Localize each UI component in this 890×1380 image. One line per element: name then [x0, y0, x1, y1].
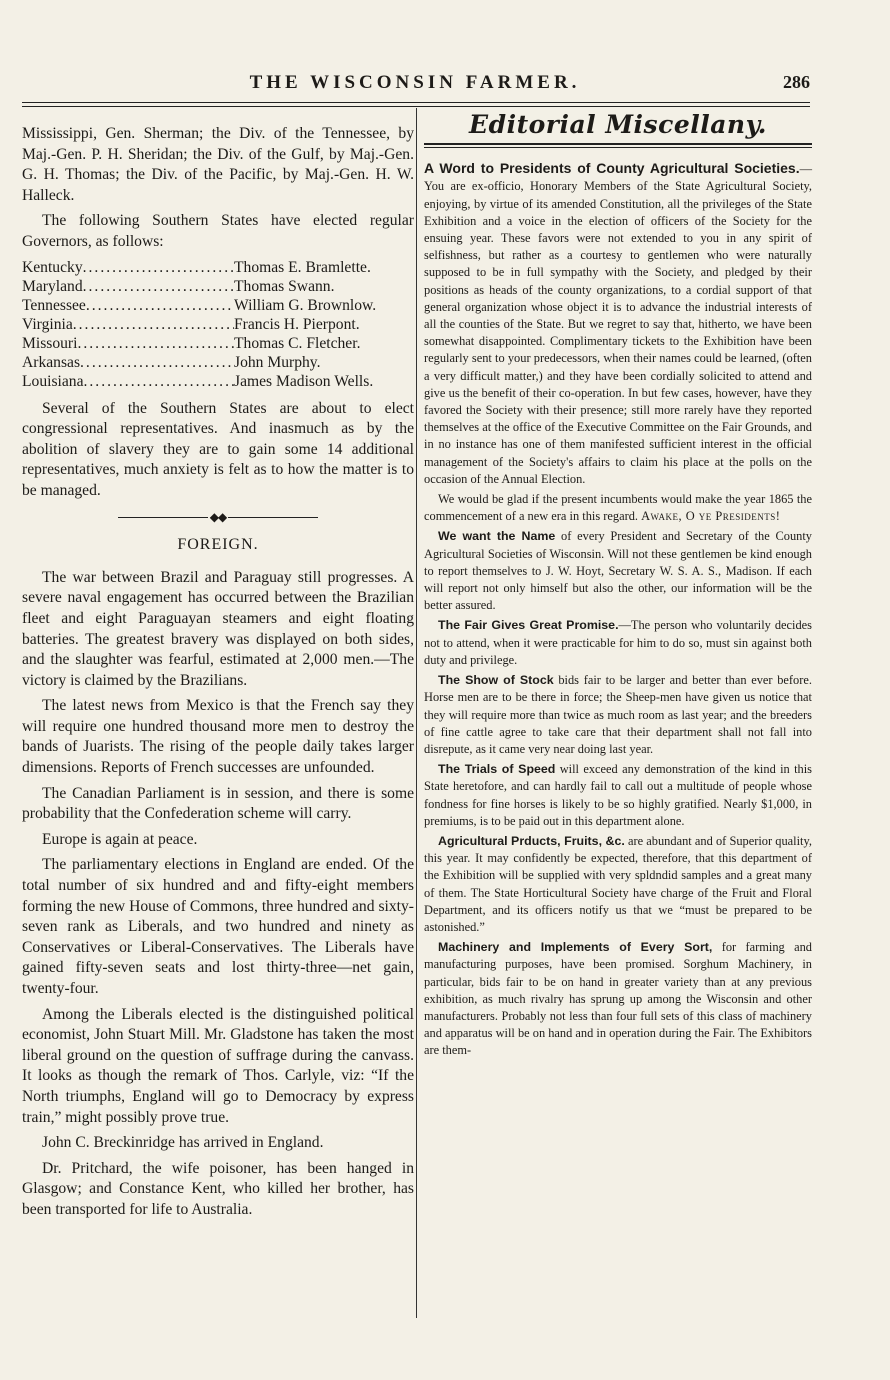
header-rule — [22, 102, 810, 103]
governor-row: Arkansas ..... John Murphy. — [22, 353, 414, 372]
article-presidents-cont: We would be glad if the present incumbents would make the year 1865 the commencement of a new era in this regard. Awake, O ye Presidents! — [424, 492, 812, 524]
paragraph-breckinridge: John C. Breckinridge has arrived in England. — [42, 1134, 324, 1152]
governors-list — [22, 258, 414, 391]
editorial-miscellany-title: Editorial Miscellany. — [469, 110, 767, 139]
article-machinery: Machinery and Implements of Every Sort, for farming and manufacturing purposes, have been promised. Sorghum Machinery, in particular, bids fair to be on hand in greater variety than at any previous exhibition, as much rivalry has sprung up among the Wisconsin and other manufacturers. Probably not less than four full sets of this class of machinery and apparatus will be on hand and in operation during the Fair. The Exhibitors are them- — [424, 940, 812, 1058]
article-presidents: A Word to Presidents of County Agricultural Societies.—You are ex-officio, Honorary Members of the State Agricultural Society, enjoying, by virtue of its amended Constitution, all the privileges of the State Exhibition and a voice in the election of officers of the Society for the ensuing year. These favors were not extended to you in any spirit of selfishness, but rather as a courtesy to gentlemen who were naturally supposed to be in full sympathy with the Society, and pledged by their positions as heads of the county organizations, to a cordial support of that general organization whose object it is to advance the industrial interests of all the counties of the State. But we regret to say that, hitherto, we have been somewhat disappointed. Complimentary tickets to the Exhibition have been regularly sent to your predecessors, when their names could be learned, (often a very difficult matter,) and they have been cordially solicited to attend and give us the benefit of their co-operation. In but few cases, however, have they favored the Society with their presence; still more rarely have they reported themselves at the office of the Executive Committee on the Fair Grounds, and in no instance has one of them manifested sufficient interest in the official management of the Society's affairs to claim his place at the polls on the occasion of the Annual Election. — [424, 160, 812, 486]
paragraph-europe: Europe is again at peace. — [42, 830, 198, 848]
article-fair-promise: The Fair Gives Great Promise.—The person who voluntarily decides not to attend, when it were practicable for him to do so, must sin against both duty and privilege. — [424, 618, 812, 667]
paragraph-governors-intro: The following Southern States have elected regular Governors, as follows: — [22, 212, 414, 250]
paragraph-pritchard: Dr. Pritchard, the wife poisoner, has been hanged in Glasgow; and Constance Kent, who killed her brother, has been transported for life to Australia. — [22, 1159, 414, 1218]
paragraph-representatives: Several of the Southern States are about to elect congressional representatives. And inasmuch as by the abolition of slavery they are to gain some 14 additional representatives, much anxiety is felt as to how the matter is to be managed. — [22, 399, 414, 499]
article-stock: The Show of Stock bids fair to be larger and better than ever before. Horse men are to be there in force; the Sheep-men have given us notice that they will require more than twice as much room as last year; and the breeders of fine cattle agree to take care that their department shall not fall into disrepute, as it came very near doing last year. — [424, 673, 812, 756]
governor-row: Maryland ..... Thomas Swann. — [22, 277, 414, 296]
paragraph-mexico: The latest news from Mexico is that the French say they will require one hundred thousand more men to destroy the bands of Juarists. The rising of the people daily takes larger dimensions. Reports of French successes are unfounded. — [22, 697, 414, 777]
section-heading-foreign: FOREIGN. — [177, 536, 259, 554]
paragraph-canada: The Canadian Parliament is in session, and there is some probability that the Confederation scheme will carry. — [22, 784, 414, 823]
title-rule — [424, 143, 812, 145]
governor-row: Missouri ..... Thomas C. Fletcher. — [22, 334, 414, 353]
paragraph-england-elections: The parliamentary elections in England are ended. Of the total number of six hundred and and fifty-eight members forming the new House of Commons, three hundred and sixty-seven rank as Liberals, and two hundred and ninety as Conservatives or Liberal-Conservatives. The Liberals have gained fifty-seven seats and lost thirty-three—net gain, twenty-four. — [22, 856, 414, 997]
journal-title: THE WISCONSIN FARMER. — [249, 72, 581, 93]
right-column — [424, 110, 812, 1063]
governor-row: Tennessee ..... William G. Brownlow. — [22, 296, 414, 315]
governor-row: Louisiana ..... James Madison Wells. — [22, 372, 414, 391]
article-names: We want the Name of every President and Secretary of the County Agricultural Societies of Wisconsin. Will not these gentlemen be kind enough to report themselves to J. W. Hoyt, Secretary W. S. A. S., Madison. If each will report not only himself but also the other, our information will be the better assured. — [424, 529, 812, 613]
paragraph-brazil-paraguay: The war between Brazil and Paraguay still progresses. A severe naval engagement has occurred between the Brazilian fleet and eight Paraguayan steamers and eight floating batteries. The greatest bravery was displayed on both sides, and the slaughter was fearful, estimated at 2,000 men.—The victory is claimed by the Brazilians. — [22, 568, 414, 689]
section-ornament: ◆◆ — [22, 507, 414, 528]
page-number: 286 — [783, 72, 810, 92]
article-products: Agricultural Prducts, Fruits, &c. are abundant and of Superior quality, this year. It may confidently be expected, therefore, that this department of the Exhibition will be supplied with very spldndid samples and a great many of them. The State Horticultural Society have charge of the Fruit and Floral Department, and its officers notify us that we “must be prepared to be astonished.” — [424, 833, 812, 934]
header-rule-thin — [22, 106, 810, 107]
paragraph-liberals: Among the Liberals elected is the distinguished political economist, John Stuart Mill. Mr. Gladstone has taken the most liberal ground on the question of suffrage during the canvass. It looks as though the remark of Thos. Carlyle, viz: “If the North triumphs, England will go to Democracy by express train,” might possibly prove true. — [22, 1005, 414, 1126]
running-header — [20, 72, 810, 98]
title-rule-thin — [424, 147, 812, 148]
column-divider — [416, 108, 417, 1318]
paragraph-division-commands: Mississippi, Gen. Sherman; the Div. of the Tennessee, by Maj.-Gen. P. H. Sheridan; the Div. of the Gulf, by Maj.-Gen. G. H. Thomas; the Div. of the Pacific, by Maj.-Gen. H. W. Halleck. — [22, 125, 414, 204]
article-speed: The Trials of Speed will exceed any demonstration of the kind in this State heretofore, and can hardly fail to call out a multitude of people whose fondness for fine horses is likely to be so highly gratified. Nearly $1,000, in premiums, is to be paid out in this department alone. — [424, 762, 812, 828]
governor-row: Virginia ..... Francis H. Pierpont. — [22, 315, 414, 334]
governor-row: Kentucky ..... Thomas E. Bramlette. — [22, 258, 414, 277]
left-column — [22, 124, 414, 1226]
